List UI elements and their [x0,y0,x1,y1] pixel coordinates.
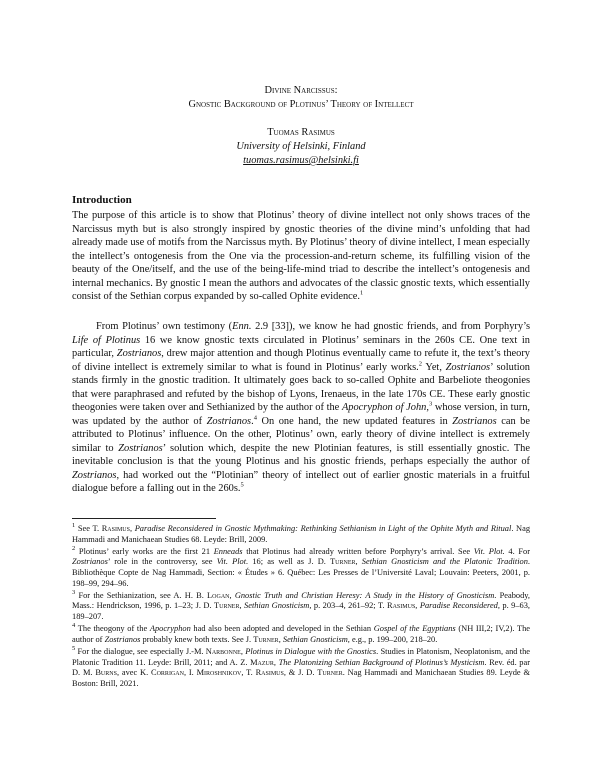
text-run: For the Sethianization, see A. H. B. [75,590,208,600]
text-run: From Plotinus’ own testimony ( [96,321,233,332]
italic-run: Zostrianos [206,415,252,427]
footnote-3 [72,588,531,623]
footnote-ref-5[interactable]: 5 [240,481,244,489]
author-email-link[interactable]: tuomas.rasimus@helsinki.fi [243,155,359,166]
italic-run: Gospel of the Egyptians [373,624,456,634]
italic-run: Vit. Plot. [473,546,505,556]
italic-run: Zostrianos [452,415,497,427]
italic-run: Zostrianos [72,469,117,481]
italic-run: Enneads [213,546,243,556]
text-run: , p. 203–4, 261–92; T. [309,601,388,611]
footnote-number: 4 [72,622,76,630]
italic-run: Plotinus in Dialogue with the Gnostics [245,646,377,656]
footnote-ref-1[interactable]: 1 [359,289,364,297]
text-run: , [229,590,235,600]
text-run: Plotinus’ early works are the first 21 [75,546,214,556]
text-run: The theogony of the [75,624,150,634]
text-run: . Rev. éd. par D. M. [72,657,530,678]
author-surname: Narbonne [205,646,241,656]
text-run: 16 we know gnostic texts circulated in Plotinus’ seminars in the 260s CE. One text in particular, [72,334,530,359]
italic-run: Gnostic Truth and Christian Heresy: A Study in the History of Gnosticism [234,590,495,600]
italic-run: Zostrianos [116,348,162,359]
text-run: ’ role in the controversy, see [107,557,217,567]
text-run: , [239,601,245,611]
text-run: 16; as well as J. D. [248,557,331,567]
text-run: , I. [183,668,197,678]
italic-run: Apocryphon [149,624,191,634]
text-run: , p. 9–63, 189–207. [72,601,531,621]
text-run: , [415,601,420,611]
footnote-2 [72,544,530,589]
italic-run: Paradise Reconsidered [419,601,498,611]
author-surname: Burns [95,668,117,678]
italic-run: Sethian Gnosticism and the Platonic Tradition [361,557,528,567]
text-run: For the dialogue, see especially J.-M. [75,646,206,656]
author-surname: Corrigan [151,668,184,678]
footnote-5 [72,647,530,689]
author-affiliation: University of Helsinki, Finland [236,141,366,152]
footnote-divider [72,518,216,519]
author-surname: Rasimus [387,601,416,611]
italic-run: Sethian Gnosticism [244,601,310,611]
italic-run: Zostrianos [118,442,163,454]
text-run: . Bibliothèque Copte de Nag Hammadi, Section: « Études » 6. Québec: Les Presses de l’Université Laval; Louvain: Peeters, 2001, p. 198–99, 294–96. [72,557,530,588]
italic-run: Enn. [232,321,252,332]
text-run: can be attributed to Plotinus’ influence. On the other, Plotinus’ own, early theory of divine intellect is extremely similar to [72,415,530,454]
footnote-1 [72,524,530,545]
author-surname: Miroshnikov [196,668,242,678]
author-surname: Turner [253,634,279,644]
footnote-ref-4[interactable]: 4 [253,414,257,422]
text-run: , [426,402,429,413]
text-run: , [278,634,283,644]
text-run: , [355,557,362,567]
author-surname: Rasimus [101,524,130,533]
footnote-number: 2 [72,544,76,552]
italic-run: Zostrianos [104,634,141,644]
italic-run: The Platonizing Sethian Background of Plotinus’s Mysticism [278,657,485,667]
paragraph-1 [72,209,530,304]
text-run: , drew major attention and though Plotinus eventually came to refute it, the text’s theory of divine intellect is extremely similar to what is found in Plotinus’ early works. [72,348,530,373]
text-run: Yet, [422,361,446,373]
paragraph-1-text: The purpose of this article is to show that Plotinus’ theory of divine intellect not only shows traces of the Narcissus myth but is also strongly inspired by gnostic theories of the divine mind’s unfolding that had already made use of motifs from the Narcissus myth. By Plotinus’ theory of divine intellect, I mean especially the intellect’s ontogenesis from the One via the procession-and-return scheme, its fulfilling vision of the beauty of the One/itself, and the use of the being-life-mind triad to describe the intellect’s ontogenesis and internal mechanics. By gnostic I mean the authors and advocates of the classic gnostic texts, which essentially consist of the Sethian corpus expanded by so-called Ophite evidence. [72,210,530,302]
author-surname: Turner [214,601,240,611]
text-run: , had worked out the “Plotinian” theory of intellect out of earlier gnostic materials in a fruitful dialogue before a falling out in the 260s. [72,469,530,494]
footnote-number: 3 [72,588,76,596]
text-run: ’ solution stands firmly in the gnostic tradition. It ultimately goes back to so-called Ophite and Barbeliote theogonies that were paraphrased and refuted by the bishop of Lyons, Irenaeus, in the late 170s CE. These early gnostic theogonies were taken over and Sethianized by the author of the [72,361,530,413]
text-run: . Nag Hammadi and Manichaean Studies 68. Leyde: Brill, 2009. [72,524,531,544]
italic-run: Apocryphon of John [341,402,427,413]
footnote-ref-2[interactable]: 2 [418,360,423,368]
section-heading: Introduction [72,194,132,206]
text-run: probably knew both texts. See J. [140,634,254,644]
text-run: See T. [75,524,102,533]
text-run: , [129,524,135,533]
author-name: Tuomas Rasimus [267,127,335,138]
italic-run: Zostrianos [445,361,491,373]
italic-run: Paradise Reconsidered in Gnostic Mythmaking: Rethinking Sethianism in Light of the Ophite Myth and Ritual [134,524,512,533]
author-surname: Rasimus [255,668,284,678]
footnotes [72,524,530,689]
article-title-line-1: Divine Narcissus: [264,85,338,96]
text-run: , T. [241,668,256,678]
article-title-line-2: Gnostic Background of Plotinus’ Theory of Intellect [188,99,414,110]
italic-run: Life of Plotinus [72,334,141,346]
text-run: 2.9 [33]), we know he had gnostic friends, and from Porphyry’s [251,321,530,332]
text-run: that Plotinus had already written before Porphyry’s arrival. See [242,546,474,556]
text-run: , avec K. [116,668,152,678]
footnote-number: 5 [72,645,76,653]
text-run: , [240,646,246,656]
author-surname: Turner [317,668,343,678]
text-run: . Peabody, Mass.: Hendrickson, 1996, p. 1–23; J. D. [72,590,530,611]
text-run: 4. For [504,546,530,556]
paragraph-2 [72,320,530,496]
text-run: . Studies in Platonism, Neoplatonism, and the Platonic Tradition 11. Leyde: Brill, 2011; and A. Z. [72,646,530,667]
footnote-number: 1 [72,522,76,530]
text-run: , [273,657,279,667]
text-run: , & J. D. [283,668,318,678]
text-run: had also been adopted and developed in the Sethian [190,624,374,634]
italic-run: Sethian Gnosticism [282,634,348,644]
text-run: whose version, in turn, was updated by the author of [72,402,531,427]
footnote-ref-3[interactable]: 3 [428,400,433,408]
text-run: . [251,415,254,427]
author-surname: Logan [207,590,230,600]
italic-run: Vit. Plot. [216,557,249,567]
text-run: ’ solution which, despite the new Plotinian features, is still essentially gnostic. The inevitable conclusion is that the young Plotinus and his gnostic friends, perhaps especially the author of [72,442,530,467]
text-run: (NH III,2; IV,2). The author of [72,624,531,644]
text-run: . Nag Hammadi and Manichaean Studies 89. Leyde & Boston: Brill, 2021. [72,668,530,688]
text-run: On one hand, the new updated features in [256,415,453,427]
author-surname: Turner [330,557,356,567]
author-surname: Mazur [250,657,274,667]
text-run: , e.g., p. 199–200, 218–20. [347,634,438,644]
footnote-4 [72,624,530,645]
italic-run: Zostrianos [72,557,108,567]
